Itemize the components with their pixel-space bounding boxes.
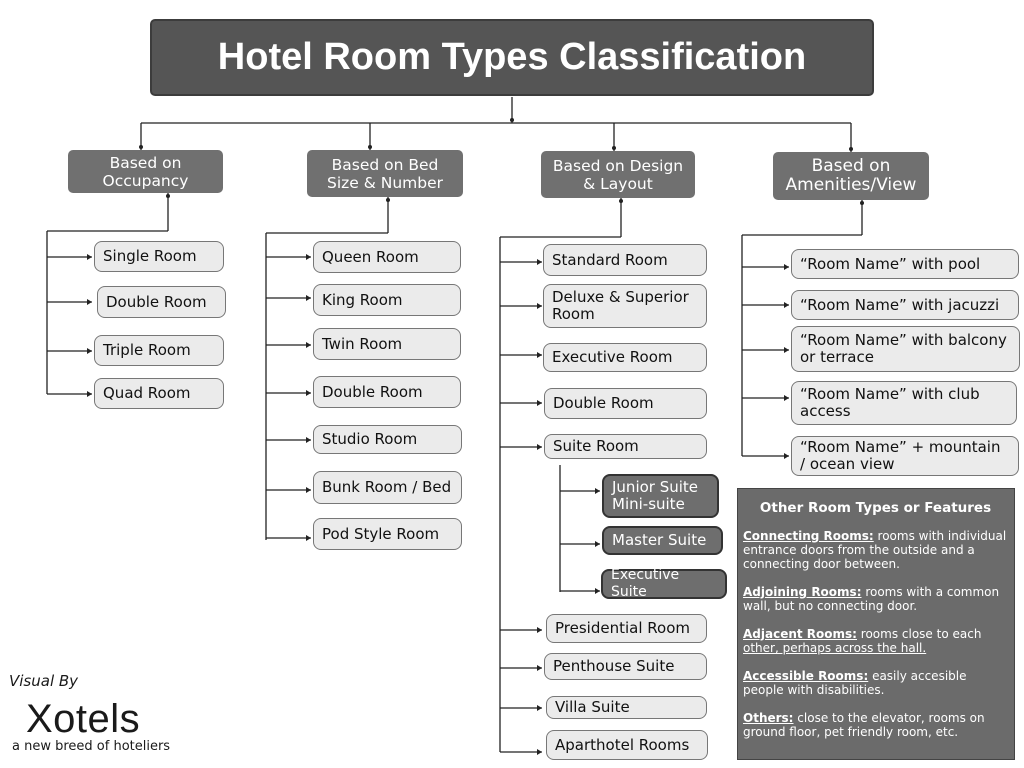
note-key: Adjacent Rooms: [743, 627, 857, 641]
connector-dot [139, 145, 143, 149]
suite-executive: Executive Suite [601, 569, 727, 599]
room-bunk: Bunk Room / Bed [313, 471, 462, 504]
suite-junior [602, 474, 719, 518]
room-studio: Studio Room [313, 425, 462, 454]
room-balcony: “Room Name” with balcony or terrace [791, 326, 1020, 372]
note-key: Others: [743, 711, 794, 725]
arrowhead [595, 541, 600, 547]
arrowhead [306, 437, 311, 443]
arrowhead [306, 535, 311, 541]
room-single: Single Room [94, 241, 224, 272]
arrowhead [537, 749, 542, 755]
note-key: Accessible Rooms: [743, 669, 869, 683]
arrowhead [537, 627, 542, 633]
arrowhead [537, 352, 542, 358]
suite-master: Master Suite [602, 526, 723, 555]
other-room-types-box [737, 488, 1015, 760]
arrowhead [87, 391, 92, 397]
category-label: Based on Occupancy [102, 153, 189, 190]
room-club: “Room Name” with club access [791, 381, 1017, 425]
arrowhead [595, 488, 600, 494]
arrowhead [537, 665, 542, 671]
category-label: Based on Bed Size & Number [326, 155, 444, 192]
room-triple: Triple Room [94, 335, 224, 366]
room-king: King Room [313, 284, 461, 316]
arrowhead [537, 259, 542, 265]
arrowhead [306, 390, 311, 396]
suite-junior-label: Junior Suite Mini-suite [612, 478, 699, 513]
arrowhead [784, 302, 789, 308]
note-connecting [743, 529, 1008, 571]
note-text: easily accesible people with disabilities. [743, 669, 967, 697]
note-key: Connecting Rooms: [743, 529, 874, 543]
arrowhead [87, 254, 92, 260]
arrowhead [537, 705, 542, 711]
room-pod: Pod Style Room [313, 518, 462, 550]
room-villa: Villa Suite [546, 696, 707, 719]
note-others [743, 711, 1008, 739]
arrowhead [784, 347, 789, 353]
room-queen: Queen Room [313, 241, 461, 273]
room-quad: Quad Room [94, 378, 224, 409]
arrowhead [306, 254, 311, 260]
note-adjacent [743, 627, 1008, 655]
note-key: Adjoining Rooms: [743, 585, 862, 599]
arrowhead [306, 487, 311, 493]
brand-tagline: a new breed of hoteliers [12, 739, 171, 754]
page-title: Hotel Room Types Classification [150, 19, 874, 96]
arrowhead [537, 303, 542, 309]
connector-dot [612, 146, 616, 150]
room-presidential: Presidential Room [546, 614, 707, 643]
arrowhead [87, 348, 92, 354]
connector-dot [386, 198, 390, 202]
note-text-underlined: other, perhaps across the hall. [743, 641, 927, 655]
category-amenities-view [773, 152, 929, 200]
room-twin: Twin Room [313, 328, 461, 360]
connector-dot [849, 147, 853, 151]
note-text: rooms with individual entrance doors from the outside and a connecting door between. [743, 529, 1007, 571]
note-text: rooms close to each [856, 627, 982, 641]
category-occupancy [68, 150, 223, 193]
arrowhead [306, 295, 311, 301]
category-label: Based on Design & Layout [552, 156, 684, 193]
connector-dot [368, 145, 372, 149]
arrowhead [87, 299, 92, 305]
room-double-bed: Double Room [313, 376, 461, 408]
room-standard: Standard Room [543, 244, 707, 276]
category-design-layout [541, 151, 695, 198]
room-penthouse: Penthouse Suite [544, 653, 707, 680]
connector-dot [510, 118, 514, 122]
note-accessible [743, 669, 1008, 697]
arrowhead [784, 453, 789, 459]
room-double-design: Double Room [544, 388, 707, 419]
other-heading: Other Room Types or Features [759, 500, 992, 516]
visual-by-label: Visual By [9, 672, 79, 690]
arrowhead [537, 444, 542, 450]
category-bed-size [307, 150, 463, 197]
room-deluxe: Deluxe & Superior Room [543, 284, 707, 328]
room-executive: Executive Room [543, 343, 707, 372]
arrowhead [784, 264, 789, 270]
room-double: Double Room [97, 286, 226, 318]
connector-dot [166, 194, 170, 198]
room-view: “Room Name” + mountain / ocean view [791, 436, 1019, 476]
category-label: Based on Amenities/View [785, 156, 917, 195]
room-aparthotel: Aparthotel Rooms [546, 730, 708, 760]
arrowhead [306, 342, 311, 348]
connector-dot [619, 199, 623, 203]
arrowhead [537, 400, 542, 406]
note-text: rooms with a common wall, but no connecting door. [743, 585, 1000, 613]
room-pool: “Room Name” with pool [791, 249, 1019, 279]
connector-dot [860, 201, 864, 205]
note-adjoining [743, 585, 1008, 613]
note-text: close to the elevator, rooms on ground floor, pet friendly room, etc. [743, 711, 985, 739]
room-jacuzzi: “Room Name” with jacuzzi [791, 290, 1019, 320]
brand-logo: Xotels [26, 697, 141, 741]
arrowhead [595, 588, 600, 594]
room-suite: Suite Room [544, 434, 707, 459]
arrowhead [784, 395, 789, 401]
